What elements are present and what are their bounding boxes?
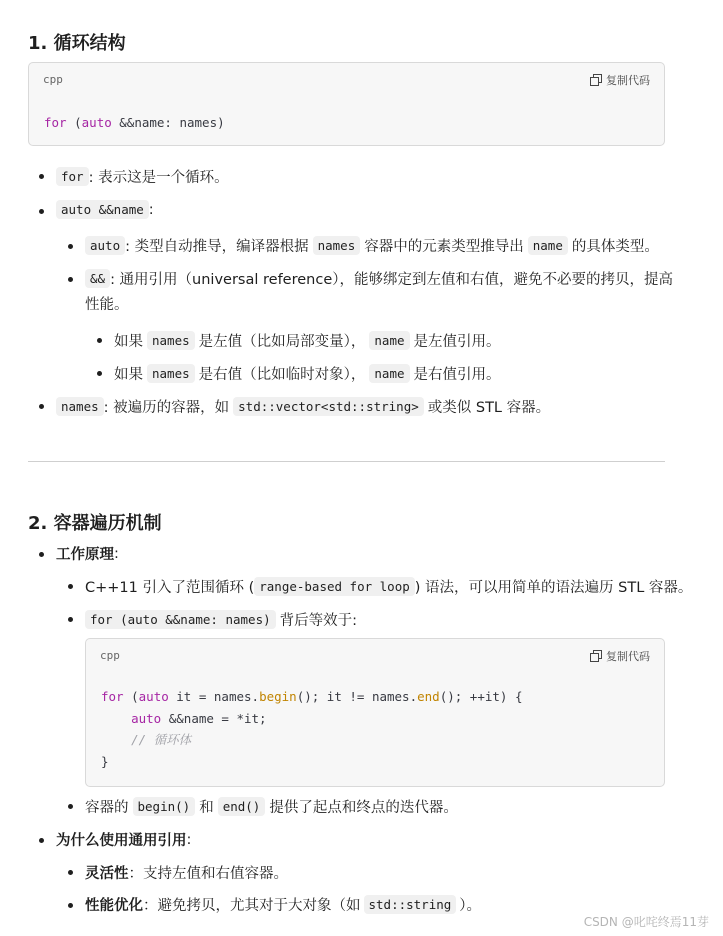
list-item-text: : 通用引用（universal reference），能够绑定到左值和右值，避免不必要的拷贝，提高	[110, 272, 673, 288]
bullet	[68, 804, 73, 809]
copy-icon	[590, 74, 602, 86]
inline-code: begin()	[133, 797, 196, 816]
inline-code: std::vector<std::string>	[233, 397, 424, 416]
inline-code: auto &&name	[56, 200, 149, 219]
inline-code: name	[369, 364, 409, 383]
inline-code: auto	[85, 236, 125, 255]
list-item	[56, 829, 191, 850]
list-item	[85, 268, 673, 289]
list-item-text: ：支持左值和右值容器。	[128, 866, 288, 882]
list-item-text: : 被遍历的容器，如	[103, 400, 230, 416]
inline-code: &&	[85, 269, 110, 288]
list-item	[85, 862, 288, 883]
code-block-2	[85, 638, 665, 787]
list-item-label: 性能优化	[85, 898, 143, 914]
inline-code: names	[147, 331, 195, 350]
bullet	[68, 617, 73, 622]
list-item	[114, 363, 501, 384]
list-item-text: : 表示这是一个循环。	[88, 170, 229, 186]
inline-code: name	[528, 236, 568, 255]
list-item	[85, 796, 458, 817]
list-item-label: 工作原理	[56, 547, 114, 563]
bullet	[39, 209, 44, 214]
list-item-text: 是右值（比如临时对象），	[198, 367, 366, 383]
inline-code: names	[56, 397, 104, 416]
list-item-label: 灵活性	[85, 866, 129, 882]
list-item	[85, 894, 481, 915]
inline-code: std::string	[364, 895, 457, 914]
list-item-text: 是左值（比如局部变量），	[198, 334, 366, 350]
inline-code: name	[369, 331, 409, 350]
list-item	[114, 330, 501, 351]
list-item-text: : 类型自动推导，编译器根据	[125, 239, 309, 255]
list-item-text: 容器的	[85, 800, 129, 816]
list-item	[56, 543, 119, 564]
inline-code: range-based for loop	[254, 577, 415, 596]
list-item-text: 如果	[114, 334, 143, 350]
list-item	[85, 609, 357, 630]
list-item	[85, 576, 692, 597]
list-item-text: ) 语法，可以用简单的语法遍历 STL 容器。	[414, 580, 693, 596]
inline-code: for (auto &&name: names)	[85, 610, 276, 629]
bullet	[68, 277, 73, 282]
copy-code-button[interactable]	[590, 648, 650, 664]
list-item-continuation	[85, 293, 129, 314]
copy-icon	[590, 650, 602, 662]
bullet	[39, 404, 44, 409]
list-item-text: 性能。	[85, 297, 129, 313]
list-item-text: :	[114, 545, 119, 562]
bullet	[97, 371, 102, 376]
list-item-text: 背后等效于:	[279, 613, 358, 629]
list-item	[56, 200, 154, 219]
bullet	[39, 552, 44, 557]
inline-code: names	[313, 236, 361, 255]
inline-code: for	[56, 167, 89, 186]
list-item-text: 是左值引用。	[413, 334, 501, 350]
list-item-text: 容器中的元素类型推导出	[364, 239, 524, 255]
bullet	[39, 174, 44, 179]
list-item-text: :	[186, 831, 192, 848]
list-item-text: 如果	[114, 367, 143, 383]
bullet	[97, 338, 102, 343]
section-1-title: 1. 循环结构	[28, 33, 126, 54]
list-item-text: :	[148, 201, 154, 218]
list-item	[85, 235, 659, 256]
list-item	[56, 166, 229, 187]
bullet	[68, 584, 73, 589]
list-item-text: 是右值引用。	[413, 367, 501, 383]
list-item-text: C++11 引入了范围循环 (	[85, 580, 255, 596]
list-item-text: 或类似 STL 容器。	[427, 400, 551, 416]
list-item-text: ：避免拷贝，尤其对于大对象（如	[143, 898, 361, 914]
list-item-text: 提供了起点和终点的迭代器。	[269, 800, 458, 816]
bullet	[68, 870, 73, 875]
copy-code-label: 复制代码	[606, 74, 650, 87]
bullet	[68, 903, 73, 908]
code-lang-label: cpp	[43, 73, 63, 86]
section-divider	[28, 461, 665, 462]
inline-code: names	[147, 364, 195, 383]
copy-code-button[interactable]	[590, 72, 650, 88]
list-item-text: ）。	[459, 898, 482, 914]
section-2-title: 2. 容器遍历机制	[28, 513, 162, 534]
code-line: for (auto &&name: names)	[44, 115, 225, 130]
list-item-text: 和	[199, 800, 214, 816]
watermark: CSDN @叱咤终焉11芽	[583, 915, 709, 929]
list-item-label: 为什么使用通用引用	[56, 833, 187, 849]
code-block-1	[28, 62, 665, 146]
copy-code-label: 复制代码	[606, 650, 650, 663]
list-item-text: 的具体类型。	[571, 239, 659, 255]
list-item	[56, 396, 550, 417]
bullet	[68, 244, 73, 249]
code-lines: for (auto it = names.begin(); it != names.end(); ++it) { auto &&name = *it; // 循环体 }	[101, 689, 523, 769]
bullet	[39, 838, 44, 843]
inline-code: end()	[218, 797, 266, 816]
code-lang-label: cpp	[100, 649, 120, 662]
